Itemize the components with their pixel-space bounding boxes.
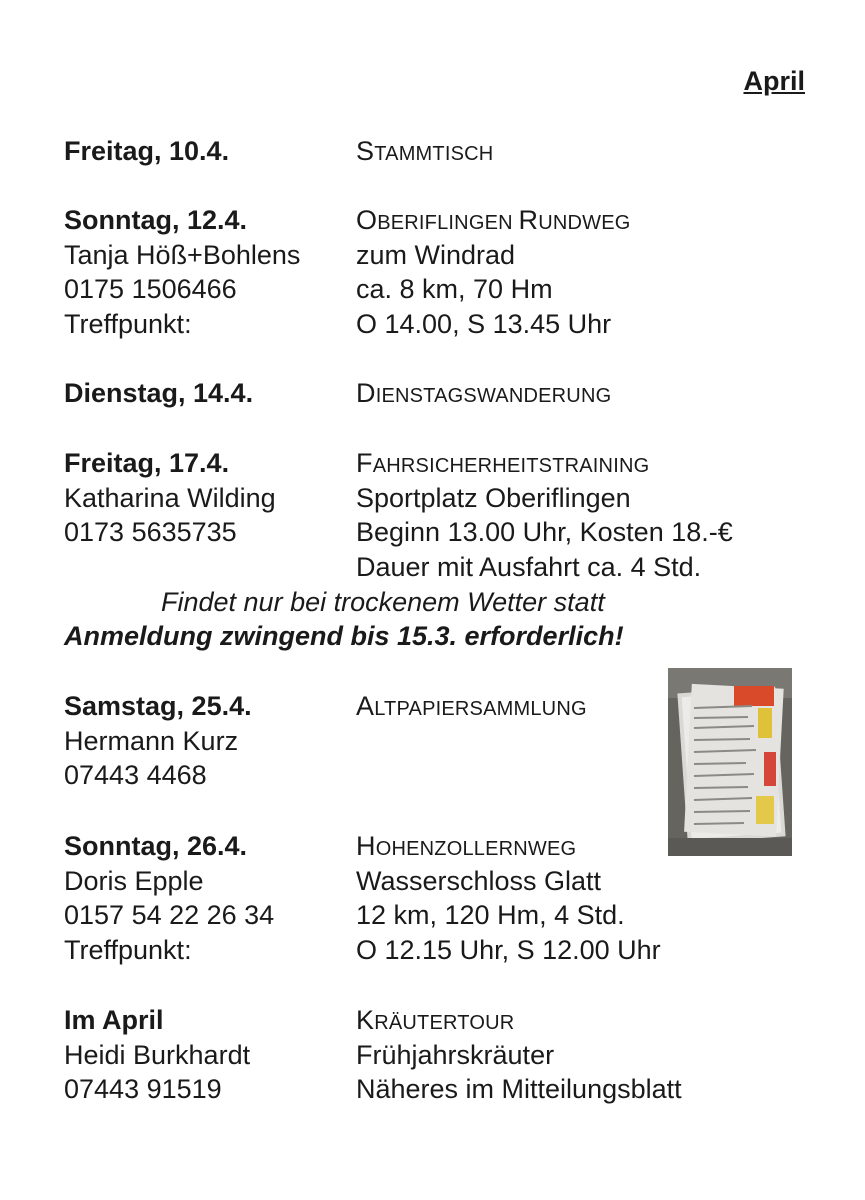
event-date: Freitag, 17.4.	[64, 448, 230, 478]
contact-name: Katharina Wilding	[64, 482, 276, 513]
event-date: Samstag, 25.4.	[64, 691, 252, 721]
event-detail: O 12.15 Uhr, S 12.00 Uhr	[356, 934, 661, 965]
contact-phone: 0175 1506466	[64, 274, 237, 304]
event-title: OBERIFLINGEN RUNDWEG	[356, 205, 631, 235]
newspaper-stack-image	[668, 668, 792, 856]
event-detail: zum Windrad	[356, 239, 516, 270]
event-detail: Näheres im Mitteilungsblatt	[356, 1074, 682, 1104]
event-entry	[64, 376, 804, 411]
event-detail: Frühjahrskräuter	[356, 1039, 555, 1070]
event-title: DIENSTAGSWANDERUNG	[356, 378, 612, 408]
weather-note: Findet nur bei trockenem Wetter statt	[161, 587, 605, 617]
registration-note: Anmeldung zwingend bis 15.3. erforderlich!	[64, 621, 624, 651]
event-title: KRÄUTERTOUR	[356, 1005, 515, 1035]
contact-phone: 07443 91519	[64, 1074, 222, 1104]
event-detail: Dauer mit Ausfahrt ca. 4 Std.	[356, 551, 702, 582]
event-date: Im April	[64, 1005, 164, 1035]
event-entry	[64, 829, 804, 967]
empty-cell	[64, 550, 356, 585]
event-detail: Beginn 13.00 Uhr, Kosten 18.-€	[356, 517, 733, 547]
event-detail: 12 km, 120 Hm, 4 Std.	[356, 900, 625, 930]
event-entry	[64, 446, 804, 584]
event-title: ALTPAPIERSAMMLUNG	[356, 691, 587, 721]
contact-name: Tanja Höß+Bohlens	[64, 239, 301, 270]
event-title: STAMMTISCH	[356, 136, 494, 166]
event-entry	[64, 1003, 804, 1107]
event-entry	[64, 134, 804, 169]
event-date: Sonntag, 12.4.	[64, 205, 248, 235]
event-detail: Wasserschloss Glatt	[356, 865, 602, 896]
event-date: Sonntag, 26.4.	[64, 831, 248, 861]
contact-phone: 0173 5635735	[64, 517, 237, 547]
event-date: Dienstag, 14.4.	[64, 378, 254, 408]
event-title: FAHRSICHERHEITSTRAINING	[356, 448, 650, 478]
event-detail: ca. 8 km, 70 Hm	[356, 274, 553, 304]
event-date: Freitag, 10.4.	[64, 136, 230, 166]
contact-name: Hermann Kurz	[64, 725, 239, 756]
event-title: HOHENZOLLERNWEG	[356, 831, 577, 861]
contact-name: Heidi Burkhardt	[64, 1039, 251, 1070]
event-detail: Sportplatz Oberiflingen	[356, 482, 631, 513]
meeting-point-label: Treffpunkt:	[64, 308, 192, 339]
event-detail: O 14.00, S 13.45 Uhr	[356, 308, 612, 339]
contact-name: Doris Epple	[64, 865, 204, 896]
contact-phone: 0157 54 22 26 34	[64, 900, 275, 930]
meeting-point-label: Treffpunkt:	[64, 934, 192, 965]
contact-phone: 07443 4468	[64, 760, 207, 790]
event-entry	[64, 203, 804, 341]
month-heading: April	[743, 66, 805, 96]
